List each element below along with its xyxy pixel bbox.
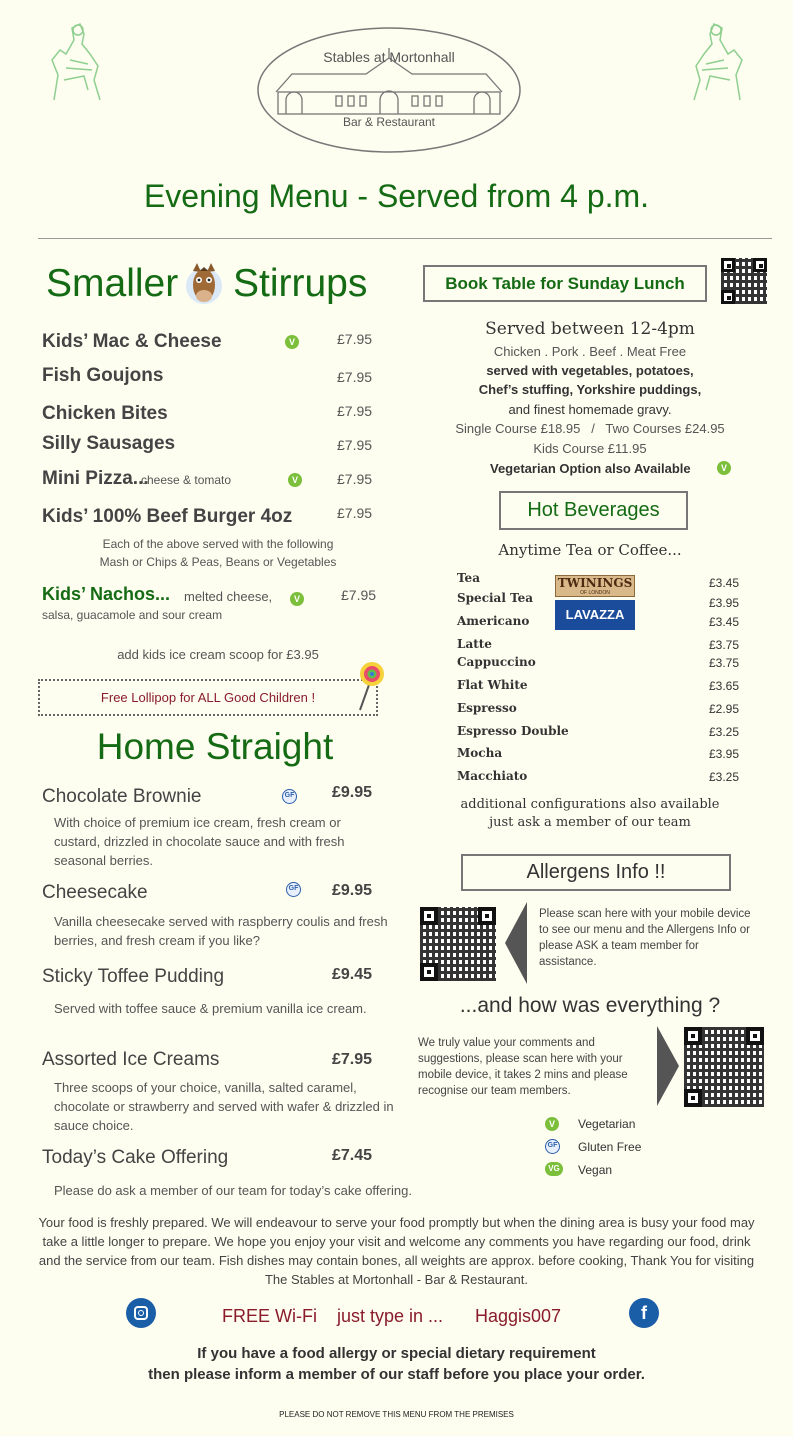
lavazza-logo: LAVAZZA [555, 600, 635, 630]
remove-menu-notice: PLEASE DO NOT REMOVE THIS MENU FROM THE PREMISES [279, 1410, 514, 1419]
bev-price: £3.75 [709, 656, 740, 670]
kids-served-line2: Mash or Chips & Peas, Beans or Vegetables [99, 555, 337, 569]
kids-item-price: £7.95 [337, 505, 373, 521]
sunday-line3: Chef’s stuffing, Yorkshire puddings, [478, 382, 702, 397]
logo-name: Stables at Mortonhall [323, 49, 455, 65]
kids-title-left: Smaller [46, 262, 179, 305]
ice-cream-addon: add kids ice cream scoop for £3.95 [117, 647, 319, 662]
sunday-veg-option: Vegetarian Option also Available [490, 461, 691, 476]
kids-item-price: £7.95 [337, 437, 373, 453]
nachos-note: melted cheese, [184, 589, 273, 604]
bev-name: Espresso [457, 701, 517, 715]
bev-name: Espresso Double [457, 724, 569, 738]
logo-building-icon [256, 26, 522, 154]
bev-price: £3.95 [709, 596, 740, 610]
sunday-qr-code[interactable] [721, 258, 767, 304]
nachos-price: £7.95 [341, 587, 377, 603]
bev-name: Mocha [457, 746, 503, 760]
feedback-text: We truly value your comments and suggestions, please scan here with your mobile device, it takes 2 mins and please recognise our team members. [418, 1037, 628, 1097]
dessert-price: £7.95 [332, 1051, 373, 1068]
vegetarian-icon: V [717, 461, 731, 475]
kids-item-name: Kids’ Mac & Cheese [42, 331, 222, 352]
nachos-name: Kids’ Nachos... [42, 584, 171, 604]
horse-face-icon [184, 261, 224, 307]
legend-vegetarian: Vegetarian [578, 1117, 636, 1131]
dessert-desc: Please do ask a member of our team for today’s cake offering. [54, 1183, 412, 1198]
bev-name: Tea [457, 571, 480, 585]
dessert-name: Chocolate Brownie [42, 786, 202, 807]
book-sunday-lunch-label: Book Table for Sunday Lunch [445, 274, 685, 293]
vegetarian-icon: V [288, 473, 302, 487]
sunday-line4: and finest homemade gravy. [508, 402, 672, 417]
vegetarian-icon: V [290, 592, 304, 606]
pointer-arrow-icon [657, 1026, 681, 1106]
bev-price: £3.25 [709, 770, 740, 784]
legend-gluten-free: Gluten Free [578, 1140, 642, 1154]
sunday-kids-price: Kids Course £11.95 [533, 441, 647, 456]
lollipop-icon [352, 660, 386, 712]
legend-vegan: Vegan [578, 1163, 613, 1177]
dessert-name: Assorted Ice Creams [42, 1049, 220, 1070]
divider [38, 238, 772, 239]
book-sunday-lunch-button[interactable] [423, 265, 707, 302]
knight-horse-right-icon [686, 20, 750, 104]
desserts-title: Home Straight [96, 726, 334, 767]
sunday-line1: Chicken . Pork . Beef . Meat Free [493, 344, 687, 359]
gluten-free-icon: GF [282, 789, 297, 804]
gluten-free-icon: GF [545, 1139, 560, 1154]
kids-item-name: Chicken Bites [42, 403, 168, 424]
kids-served-line1: Each of the above served with the following [102, 537, 334, 551]
kids-item-price: £7.95 [337, 369, 373, 385]
lollipop-box [38, 679, 378, 716]
bev-price: £3.75 [709, 638, 740, 652]
dessert-name: Sticky Toffee Pudding [42, 966, 225, 987]
twinings-text: TWININGS [557, 576, 633, 590]
pointer-arrow-icon [505, 902, 529, 984]
dessert-desc: With choice of premium ice cream, fresh cream or custard, drizzled in chocolate sauce and with fresh seasonal berries. [54, 815, 345, 868]
kids-item-name: Kids’ 100% Beef Burger 4oz [42, 506, 293, 527]
kids-item-note: cheese & tomato [141, 473, 232, 487]
nachos-desc: salsa, guacamole and sour cream [42, 608, 223, 622]
kids-item-price: £7.95 [337, 403, 373, 419]
bev-note2: just ask a member of our team [489, 815, 691, 830]
dessert-desc: Three scoops of your choice, vanilla, salted caramel, chocolate or strawberry and served with wafer & drizzled in sauce choice. [54, 1080, 394, 1133]
bev-note1: additional configurations also available [460, 797, 720, 812]
kids-item-name: Silly Sausages [42, 433, 176, 454]
sunday-prices: Single Course £18.95 / Two Courses £24.95 [455, 421, 725, 436]
bev-name: Macchiato [457, 769, 528, 783]
bev-price: £3.95 [709, 747, 740, 761]
allergy-notice-line1: If you have a food allergy or special dietary requirement [197, 1345, 596, 1362]
kids-item-name: Mini Pizza... [42, 468, 149, 489]
facebook-icon[interactable]: f [629, 1298, 659, 1328]
feedback-qr-code[interactable] [684, 1027, 764, 1107]
dessert-name: Today’s Cake Offering [42, 1147, 229, 1168]
gluten-free-icon: GF [286, 882, 301, 897]
allergens-text: Please scan here with your mobile device to see our menu and the Allergens Info or please ASK a team member for assistance. [539, 908, 751, 968]
restaurant-logo [256, 26, 522, 154]
logo-subtitle: Bar & Restaurant [342, 115, 436, 129]
allergens-qr-code[interactable] [420, 907, 496, 981]
twinings-logo [555, 575, 635, 597]
vegan-icon: VG [545, 1162, 563, 1176]
kids-title-right: Stirrups [233, 262, 368, 305]
bev-price: £2.95 [709, 702, 740, 716]
bev-name: Cappuccino [457, 655, 536, 669]
dessert-desc: Served with toffee sauce & premium vanilla ice cream. [54, 1001, 367, 1016]
kids-item-name: Fish Goujons [42, 365, 164, 386]
instagram-icon[interactable] [126, 1298, 156, 1328]
vegetarian-icon: V [285, 335, 299, 349]
lollipop-text: Free Lollipop for ALL Good Children ! [100, 690, 316, 705]
hot-beverages-box [499, 491, 688, 530]
twinings-sub: OF LONDON [580, 590, 610, 596]
bev-name: Flat White [457, 678, 528, 692]
dessert-price: £7.45 [332, 1147, 373, 1164]
dessert-name: Cheesecake [42, 882, 148, 903]
allergy-notice-line2: then please inform a member of our staff before you place your order. [148, 1366, 645, 1383]
dessert-price: £9.45 [332, 966, 373, 983]
dessert-price: £9.95 [332, 784, 373, 801]
knight-horse-left-icon [44, 20, 108, 104]
bev-price: £3.25 [709, 725, 740, 739]
page-title: Evening Menu - Served from 4 p.m. [143, 178, 650, 214]
bev-price: £3.45 [709, 615, 740, 629]
wifi-instruction: just type in ... [337, 1306, 444, 1326]
food-notice: Your food is freshly prepared. We will endeavour to serve your food promptly but when the dining area is busy your food may take a little longer to prepare. We hope you enjoy your visit and welcome any comments you have regarding our food, drink and the service from our team. Fish dishes may contain bones, all weights are approx. before cooking, Thank You for visiting The Stables at Mortonhall - Bar & Restaurant. [38, 1215, 755, 1287]
bev-name: Latte [457, 637, 492, 651]
allergens-title: Allergens Info !! [526, 861, 666, 883]
sunday-served: Served between 12-4pm [485, 319, 695, 339]
feedback-title: ...and how was everything ? [459, 994, 721, 1017]
beverages-subtitle: Anytime Tea or Coffee... [498, 541, 682, 559]
allergens-box [461, 854, 731, 891]
bev-price: £3.65 [709, 679, 740, 693]
bev-name: Special Tea [457, 591, 534, 605]
kids-item-price: £7.95 [337, 331, 373, 347]
dessert-price: £9.95 [332, 882, 373, 899]
wifi-password: Haggis007 [475, 1306, 562, 1326]
hot-beverages-title: Hot Beverages [527, 499, 660, 521]
bev-price: £3.45 [709, 576, 740, 590]
wifi-label: FREE Wi-Fi [222, 1306, 317, 1326]
vegetarian-icon: V [545, 1117, 559, 1131]
kids-item-price: £7.95 [337, 471, 373, 487]
sunday-line2: served with vegetables, potatoes, [486, 363, 694, 378]
bev-name: Americano [457, 614, 530, 628]
dessert-desc: Vanilla cheesecake served with raspberry coulis and fresh berries, and fresh cream if you like? [54, 914, 388, 948]
